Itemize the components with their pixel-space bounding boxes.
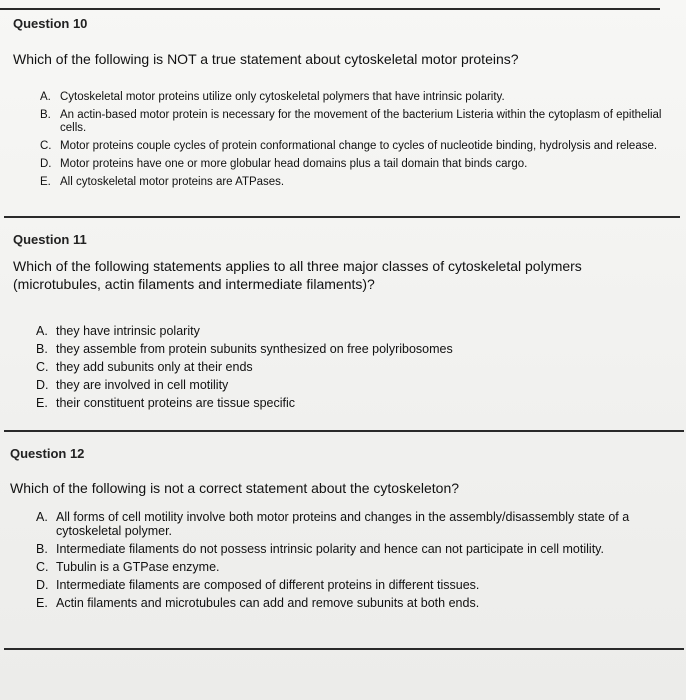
option-b[interactable] (36, 342, 656, 356)
option-e[interactable] (36, 596, 676, 610)
option-text: Motor proteins couple cycles of protein conformational change to cycles of nucleotide binding, hydrolysis and release. (60, 140, 658, 152)
option-letter: C. (36, 560, 49, 574)
question-11-heading: Question 11 (13, 232, 87, 247)
option-letter: A. (36, 510, 48, 524)
option-text: Actin filaments and microtubules can add and remove subunits at both ends. (56, 596, 480, 610)
divider-q10 (4, 216, 680, 218)
option-letter: A. (36, 324, 48, 338)
option-letter: E. (36, 596, 48, 610)
option-letter: A. (40, 91, 51, 103)
question-12-prompt: Which of the following is not a correct statement about the cytoskeleton? (10, 480, 460, 496)
option-d[interactable] (36, 578, 676, 592)
question-10-options (40, 91, 670, 194)
option-b[interactable] (36, 542, 676, 556)
option-e[interactable] (40, 176, 670, 189)
option-letter: C. (36, 360, 49, 374)
option-letter: D. (40, 158, 52, 170)
option-text: they assemble from protein subunits synthesized on free polyribosomes (56, 342, 453, 356)
question-10-prompt: Which of the following is NOT a true statement about cytoskeletal motor proteins? (13, 51, 519, 67)
option-d[interactable] (36, 378, 656, 392)
option-text: Motor proteins have one or more globular head domains plus a tail domain that binds cargo. (60, 158, 528, 170)
option-a[interactable] (40, 91, 670, 104)
option-letter: B. (40, 109, 51, 121)
option-e[interactable] (36, 396, 656, 410)
option-c[interactable] (36, 560, 676, 574)
question-11-options (36, 324, 656, 414)
option-a[interactable] (36, 324, 656, 338)
divider-q11 (4, 430, 684, 432)
question-12-options (36, 510, 676, 614)
option-text: they add subunits only at their ends (56, 360, 253, 374)
option-b[interactable] (40, 109, 670, 135)
option-text: their constituent proteins are tissue specific (56, 396, 296, 410)
option-c[interactable] (40, 140, 670, 153)
question-10-heading: Question 10 (13, 16, 88, 31)
option-letter: B. (36, 542, 48, 556)
option-text: they are involved in cell motility (56, 378, 229, 392)
option-letter: B. (36, 342, 48, 356)
option-letter: E. (40, 176, 51, 188)
divider-q12 (4, 648, 684, 650)
option-text: they have intrinsic polarity (56, 324, 200, 338)
question-11-prompt: Which of the following statements applies to all three major classes of cytoskeletal polymers (microtubules, actin filaments and intermediate filaments)? (13, 258, 582, 292)
option-text: All forms of cell motility involve both motor proteins and changes in the assembly/disassembly state of a cytoskeletal polymer. (56, 510, 630, 538)
option-letter: D. (36, 578, 49, 592)
option-text: Tubulin is a GTPase enzyme. (56, 560, 220, 574)
option-a[interactable] (36, 510, 676, 538)
option-letter: C. (40, 140, 52, 152)
option-letter: D. (36, 378, 49, 392)
option-text: Intermediate filaments do not possess intrinsic polarity and hence can not participate in cell motility. (56, 542, 604, 556)
option-text: All cytoskeletal motor proteins are ATPases. (60, 176, 285, 188)
option-text: Intermediate filaments are composed of different proteins in different tissues. (56, 578, 480, 592)
option-text: Cytoskeletal motor proteins utilize only cytoskeletal polymers that have intrinsic polarity. (60, 91, 505, 103)
option-d[interactable] (40, 158, 670, 171)
top-divider (0, 8, 660, 10)
option-text: An actin-based motor protein is necessary for the movement of the bacterium Listeria within the cytoplasm of epithelial cells. (60, 109, 662, 134)
option-c[interactable] (36, 360, 656, 374)
option-letter: E. (36, 396, 48, 410)
question-12-heading: Question 12 (10, 446, 85, 461)
